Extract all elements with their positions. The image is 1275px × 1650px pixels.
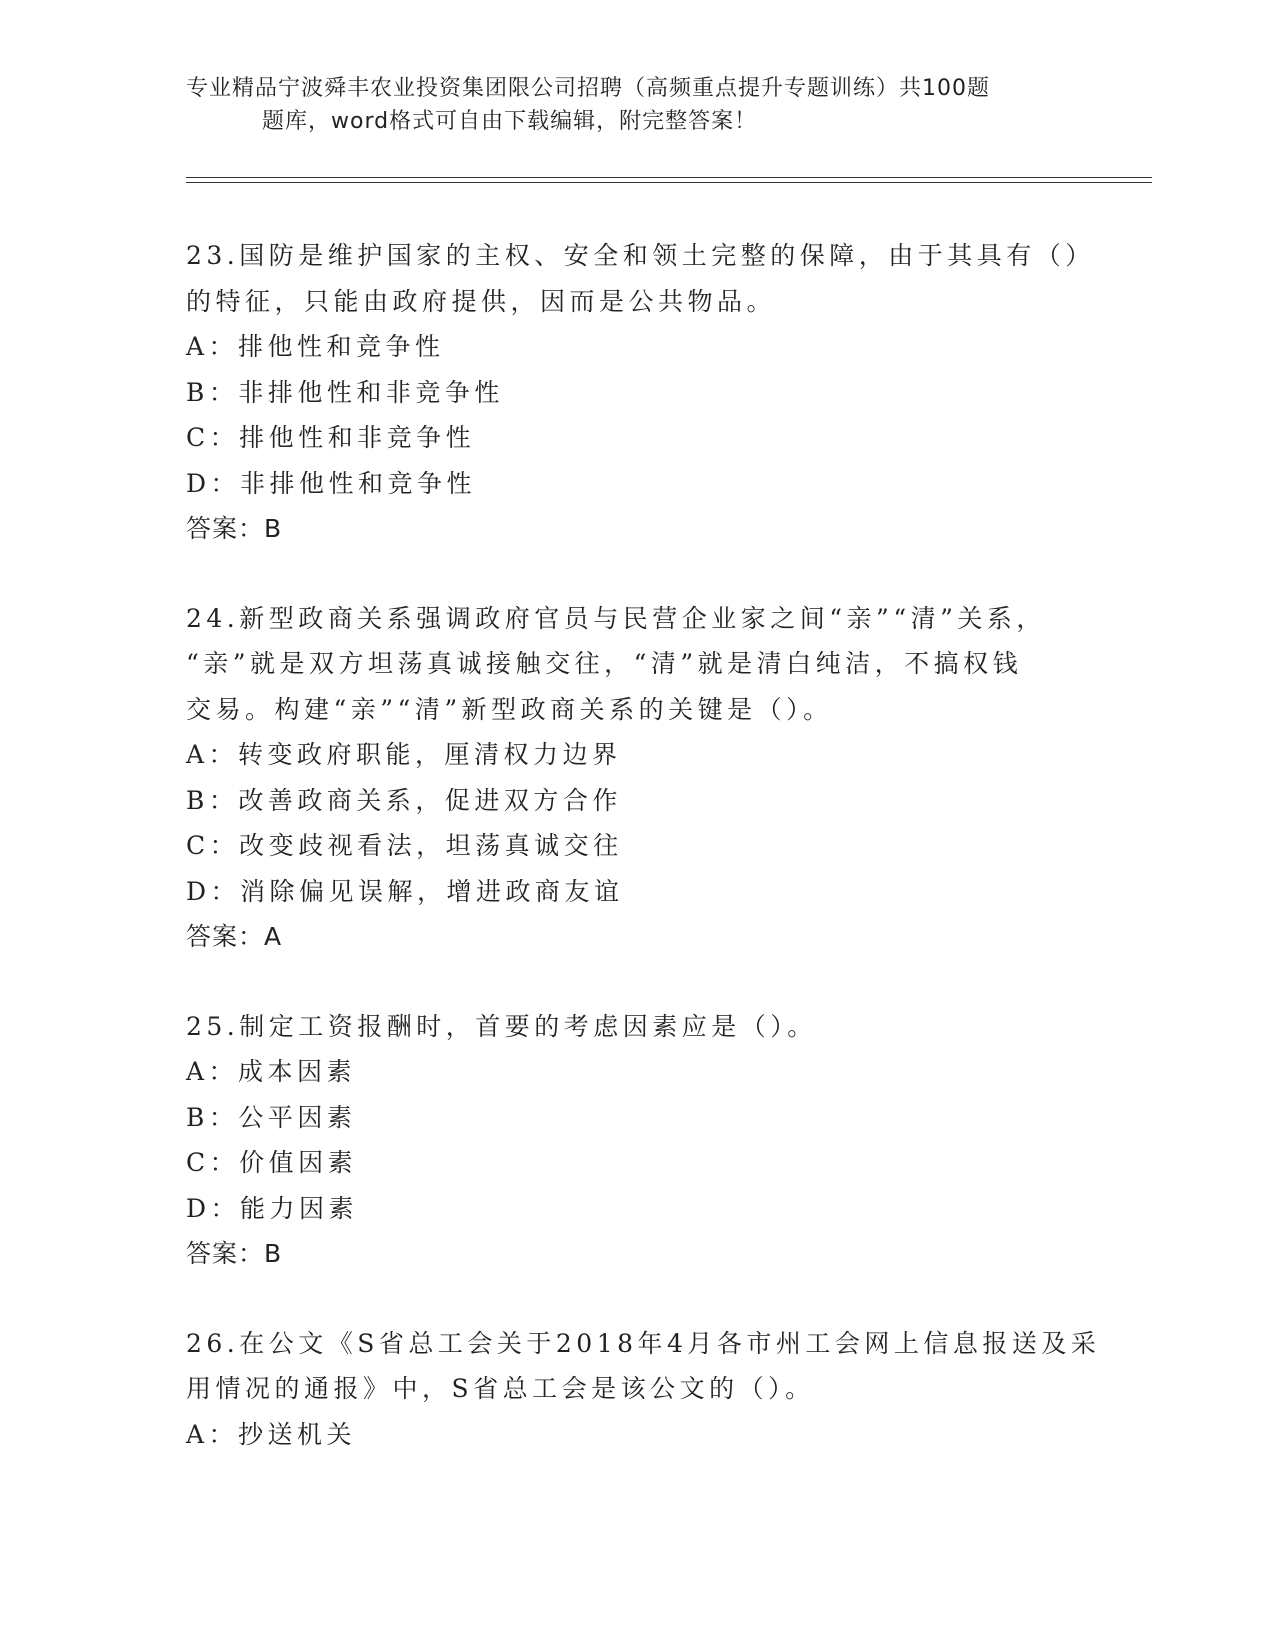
question-list bbox=[186, 233, 1101, 1501]
option-d: D：消除偏见误解，增进政商友谊 bbox=[186, 876, 624, 906]
stem-line: “亲”就是双方坦荡真诚接触交往，“清”就是清白纯洁，不搞权钱 bbox=[186, 649, 1023, 678]
question-23 bbox=[186, 233, 1095, 552]
option-b: B：非排他性和非竞争性 bbox=[186, 377, 504, 407]
answer: 答案：A bbox=[186, 922, 283, 951]
answer: 答案：B bbox=[186, 1239, 283, 1268]
stem-line: 用情况的通报》中，S省总工会是该公文的（）。 bbox=[186, 1374, 815, 1403]
stem-line: 23.国防是维护国家的主权、安全和领土完整的保障，由于其具有（） bbox=[186, 241, 1095, 270]
option-c: C：改变歧视看法，坦荡真诚交往 bbox=[186, 831, 623, 860]
document-header bbox=[186, 72, 1066, 138]
question-25 bbox=[186, 1004, 1086, 1277]
option-d: D：非排他性和竞争性 bbox=[186, 468, 477, 498]
option-b: B：改善政商关系，促进双方合作 bbox=[186, 785, 622, 815]
stem-line: 的特征，只能由政府提供，因而是公共物品。 bbox=[186, 286, 777, 316]
option-a: A：成本因素 bbox=[186, 1057, 357, 1086]
header-divider-top bbox=[186, 177, 1152, 178]
question-stem bbox=[186, 596, 1086, 733]
question-26 bbox=[186, 1321, 1101, 1458]
header-line-1: 专业精品宁波舜丰农业投资集团限公司招聘（高频重点提升专题训练）共100题 bbox=[186, 76, 990, 101]
header-line-2: 题库，word格式可自由下载编辑，附完整答案！ bbox=[262, 109, 758, 134]
option-a: A：转变政府职能，厘清权力边界 bbox=[186, 740, 622, 769]
option-a: A：排他性和竞争性 bbox=[186, 332, 445, 361]
stem-line: 交易。构建“亲”“清”新型政商关系的关键是（）。 bbox=[186, 694, 833, 724]
header-divider-bottom bbox=[186, 182, 1152, 183]
option-c: C：排他性和非竞争性 bbox=[186, 423, 476, 452]
option-c: C：价值因素 bbox=[186, 1148, 358, 1177]
answer: 答案：B bbox=[186, 514, 283, 543]
stem-line: 25.制定工资报酬时，首要的考虑因素应是（）。 bbox=[186, 1011, 817, 1041]
question-stem bbox=[186, 233, 1095, 324]
question-stem bbox=[186, 1004, 1086, 1050]
option-a: A：抄送机关 bbox=[186, 1419, 357, 1449]
question-24 bbox=[186, 596, 1086, 960]
option-b: B：公平因素 bbox=[186, 1102, 357, 1132]
option-d: D：能力因素 bbox=[186, 1193, 359, 1223]
question-stem bbox=[186, 1321, 1101, 1412]
stem-line: 26.在公文《S省总工会关于2018年4月各市州工会网上信息报送及采 bbox=[186, 1328, 1101, 1358]
stem-line: 24.新型政商关系强调政府官员与民营企业家之间“亲”“清”关系， bbox=[186, 603, 1046, 633]
